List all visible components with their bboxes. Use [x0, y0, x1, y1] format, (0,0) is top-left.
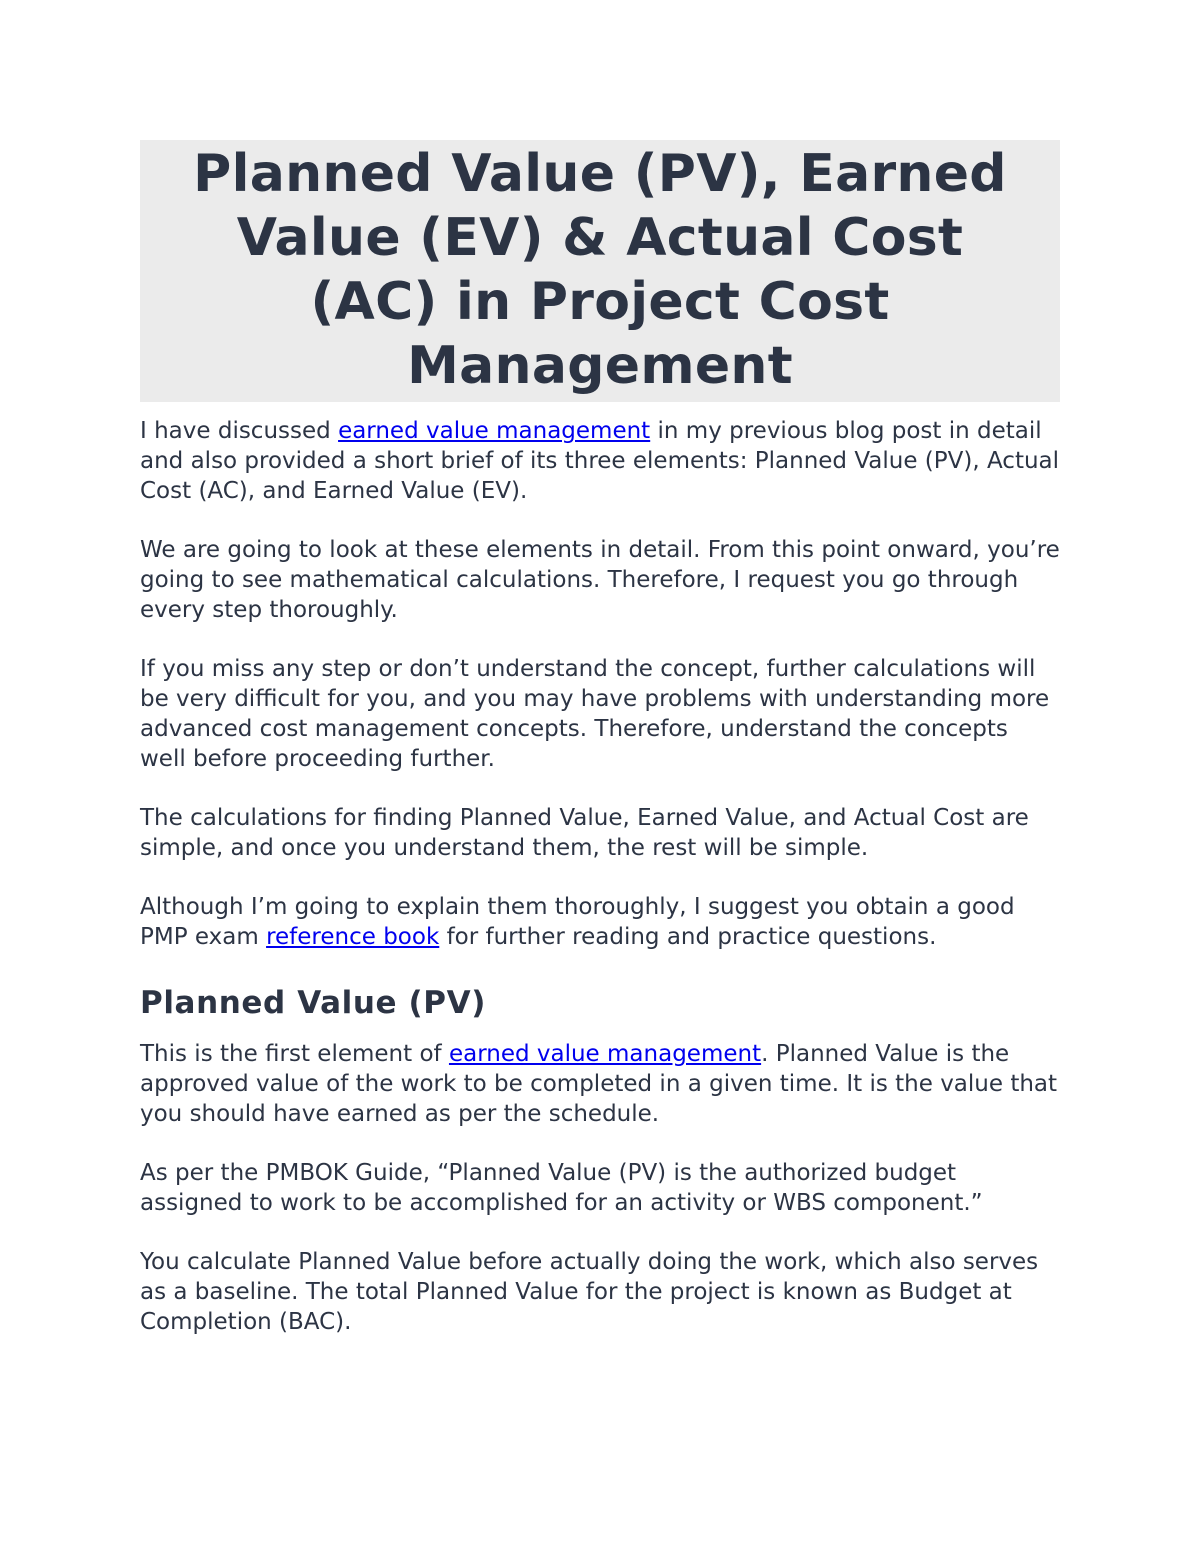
paragraph-text: This is the first element of — [140, 1041, 449, 1067]
page-title — [140, 142, 1060, 398]
paragraph-intro — [140, 416, 1060, 506]
paragraph-text: for further reading and practice questions. — [439, 924, 937, 950]
paragraph-missing-steps: If you miss any step or don’t understand the concept, further calculations will be very difficult for you, and you may have problems with understanding more advanced cost management concepts. Therefore, understand the concepts well before proceeding further. — [140, 656, 1050, 772]
paragraph-pv-definition — [140, 1039, 1060, 1129]
title-line: (AC) in Project Cost — [310, 272, 890, 332]
earned-value-management-link[interactable]: earned value management — [338, 418, 651, 444]
section-heading-planned-value: Planned Value (PV) — [140, 985, 486, 1021]
title-box — [140, 140, 1060, 402]
paragraph-text: in my previous blog post in detail and also provided a short brief of its three elements: Planned Value (PV), Actual Cost (AC), and Earned Value (EV). — [140, 418, 1060, 504]
paragraph-elements-detail: We are going to look at these elements in detail. From this point onward, you’re going to see mathematical calculations. Therefore, I request you go through every step thoroughly. — [140, 537, 1060, 623]
paragraph-reference-book — [140, 892, 1060, 952]
paragraph-text: . Planned Value is the approved value of the work to be completed in a given time. It is the value that you should have earned as per the schedule. — [140, 1041, 1058, 1127]
paragraph-text: Although I’m going to explain them thoroughly, I suggest you obtain a good PMP exam — [140, 894, 1015, 950]
title-line: Planned Value (PV), Earned — [193, 144, 1007, 204]
paragraph-text: I have discussed — [140, 418, 339, 444]
paragraph-pmbok-quote: As per the PMBOK Guide, “Planned Value (PV) is the authorized budget assigned to work to be accomplished for an activity or WBS component.” — [140, 1160, 983, 1216]
article-body — [140, 416, 1060, 1337]
title-line: Management — [407, 336, 793, 396]
paragraph-baseline: You calculate Planned Value before actually doing the work, which also serves as a baseline. The total Planned Value for the project is known as Budget at Completion (BAC). — [140, 1249, 1039, 1335]
paragraph-calculations-simple: The calculations for finding Planned Value, Earned Value, and Actual Cost are simple, and once you understand them, the rest will be simple. — [140, 805, 1029, 861]
title-line: Value (EV) & Actual Cost — [236, 208, 964, 268]
document-page — [140, 140, 1060, 1366]
reference-book-link[interactable]: reference book — [266, 924, 440, 950]
earned-value-management-link[interactable]: earned value management — [448, 1041, 762, 1067]
